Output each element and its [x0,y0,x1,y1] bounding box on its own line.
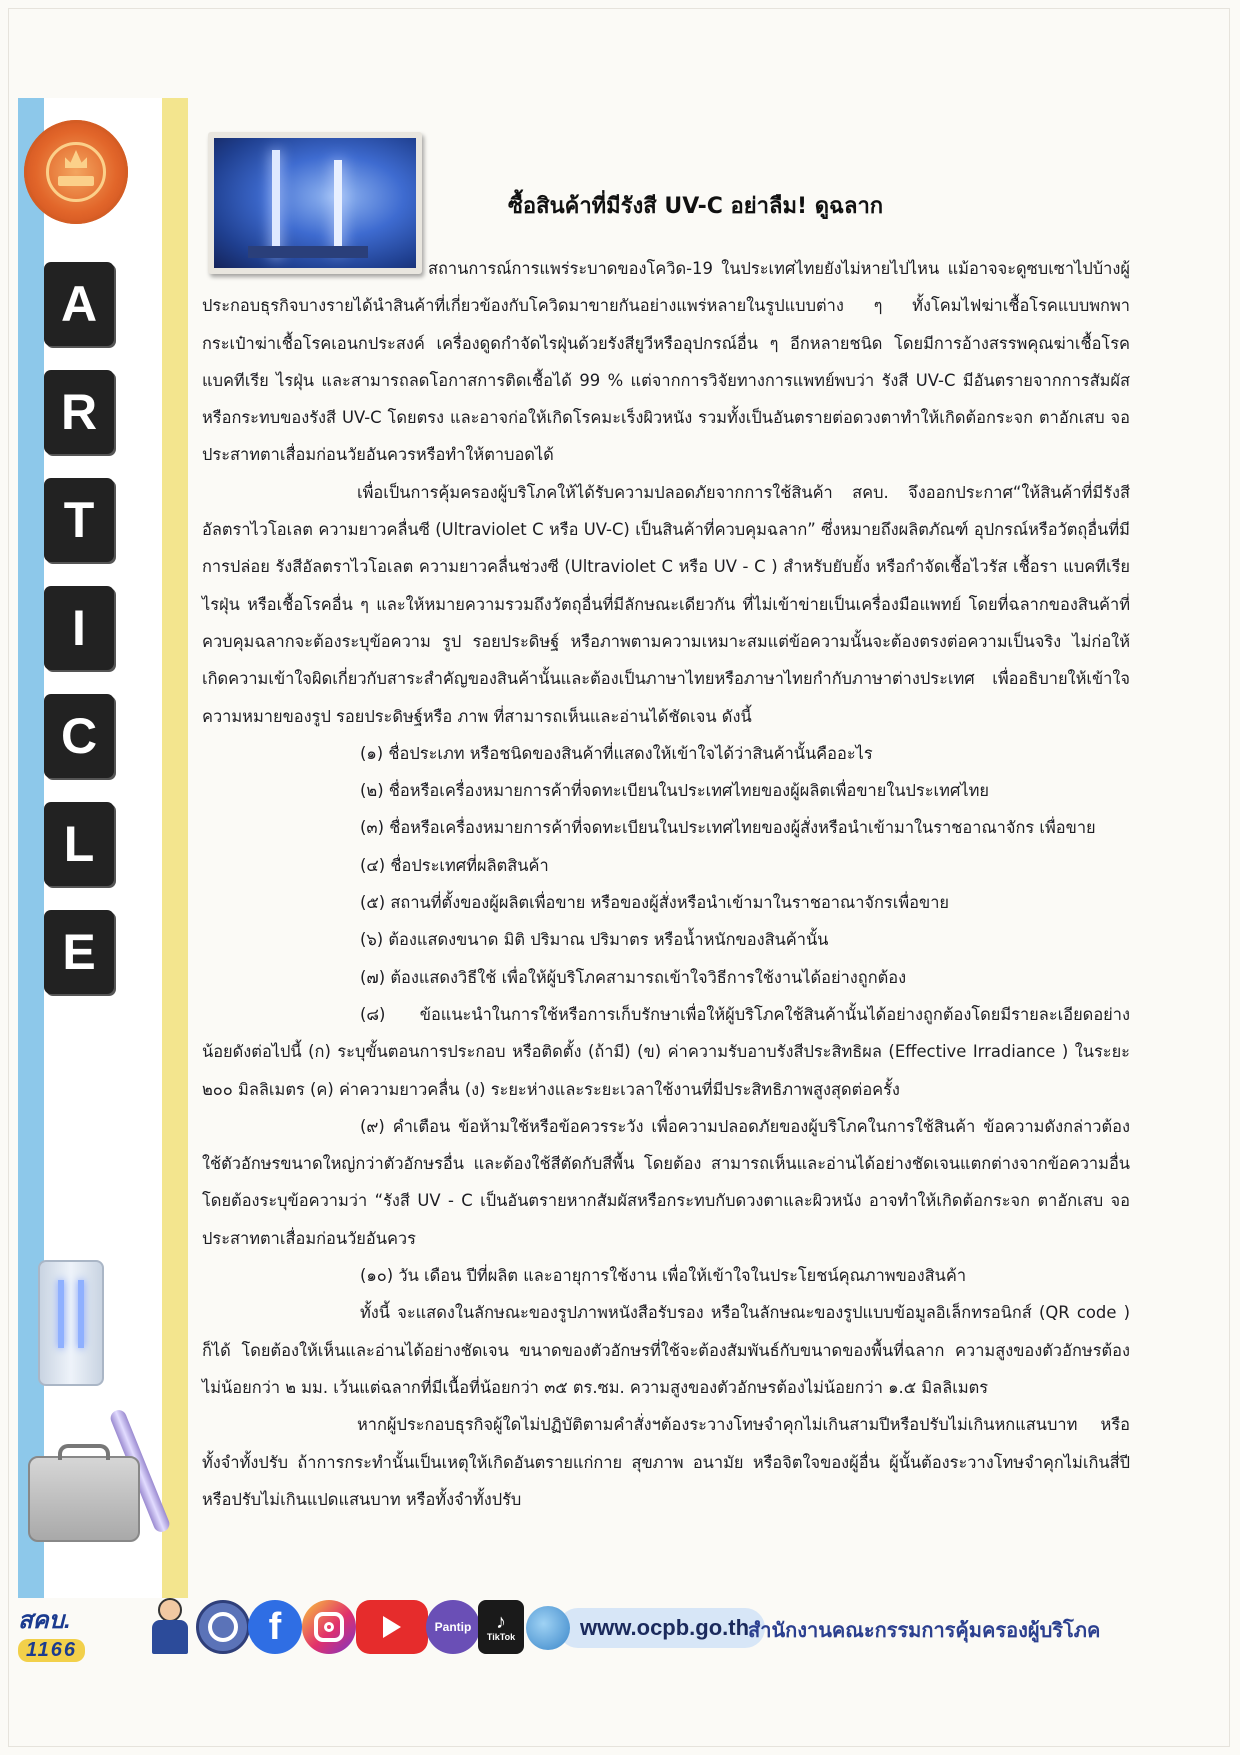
instagram-lens [324,1622,334,1632]
paragraph-penalty: หากผู้ประกอบธุรกิจผู้ใดไม่ปฏิบัติตามคำสั่งฯต้องระวางโทษจำคุกไม่เกินสามปีหรือปรับไม่เกินหกแสนบาท หรือทั้งจำทั้งปรับ ถ้าการกระทำนั้นเป็นเหตุให้เกิดอันตรายแก่กาย สุขภาพ อนามัย หรือจิตใจของผู้อื่น ผู้นั้นต้องระวางโทษจำคุกไม่เกินสี่ปี หรือปรับไม่เกินแปดแสนบาท หรือทั้งจำทั้งปรับ [202,1415,1130,1509]
article-letter-i: I [44,586,114,670]
instagram-icon[interactable] [302,1600,356,1654]
ocpb-ring [208,1612,238,1642]
agency-name: สำนักงานคณะกรรมการคุ้มครองผู้บริโภค [748,1618,1101,1642]
list-item: (๓) ชื่อหรือเครื่องหมายการค้าที่จดทะเบียนในประเทศไทยของผู้สั่งหรือนำเข้ามาในราชอาณาจักร เพื่อขาย [360,818,1096,838]
mascot-body [152,1620,188,1654]
hotline-name: สคบ. [18,1607,71,1634]
article-letter-l: L [44,802,114,886]
list-item: (๖) ต้องแสดงขนาด มิติ ปริมาณ ปริมาตร หรือน้ำหนักของสินค้านั้น [360,930,829,950]
play-triangle [383,1616,401,1638]
article-letter-e: E [44,910,114,994]
uv-lamp-photo-image [214,138,416,268]
globe-icon [526,1606,570,1650]
pantip-icon[interactable]: Pantip [426,1600,480,1654]
article-body [202,250,1130,1518]
instagram-camera [314,1612,344,1642]
paragraph-announcement: เพื่อเป็นการคุ้มครองผู้บริโภคให้ได้รับความปลอดภัยจากการใช้สินค้า สคบ. จึงออกประกาศ“ให้สินค้าที่มีรังสีอัลตราไวโอเลต ความยาวคลื่นซี (Ultraviolet C หรือ UV-C) เป็นสินค้าที่ควบคุมฉลาก” ซึ่งหมายถึงผลิตภัณฑ์ อุปกรณ์หรือวัตถุอื่นที่มีการปล่อย รังสีอัลตราไวโอเลต ความยาวคลื่นช่วงซี (Ultraviolet C หรือ UV - C ) สำหรับยับยั้ง หรือกำจัดเชื้อไวรัส เชื้อรา แบคทีเรีย ไรฝุ่น หรือเชื้อโรคอื่น ๆ และให้หมายความรวมถึงวัตถุอื่นที่มีลักษณะเดียวกัน ที่ไม่เข้าข่ายเป็นเครื่องมือแพทย์ โดยที่ฉลากของสินค้าที่ควบคุมฉลากจะต้องระบุข้อความ รูป รอยประดิษฐ์ หรือภาพตามความเหมาะสมแต่ข้อความนั้นจะต้องตรงต่อความเป็นจริง ไม่ก่อให้เกิดความเข้าใจผิดเกี่ยวกับสาระสำคัญของสินค้านั้นและต้องเป็นภาษาไทยหรือภาษาไทยกำกับภาษาต่างประเทศ เพื่ออธิบายให้เข้าใจความหมายของรูป รอยประดิษฐ์หรือ ภาพ ที่สามารถเห็นและอ่านได้ชัดเจน ดังนี้ [202,482,1130,726]
tiktok-label: TikTok [486,1632,516,1642]
website-link[interactable]: www.ocpb.go.th [558,1608,765,1648]
mascot-icon [148,1598,192,1656]
list-item: (๑๐) วัน เดือน ปีที่ผลิต และอายุการใช้งาน เพื่อให้เข้าใจในประโยชน์คุณภาพของสินค้า [360,1266,967,1286]
list-item: (๗) ต้องแสดงวิธีใช้ เพื่อให้ผู้บริโภคสามารถเข้าใจวิธีการใช้งานได้อย่างถูกต้อง [360,967,907,987]
hotline-logo [18,1600,136,1661]
seal-base [58,176,94,186]
seal-emblem-icon [24,120,128,224]
uv-tube [272,150,280,258]
youtube-icon[interactable] [356,1600,428,1654]
bag-handle [58,1444,110,1460]
article-letter-a: A [44,262,114,346]
list-item: (๕) สถานที่ตั้งของผู้ผลิตเพื่อขาย หรือของผู้สั่งหรือนำเข้ามาในราชอาณาจักรเพื่อขาย [360,893,949,913]
tiktok-note: ♪ [496,1611,506,1633]
uv-tube [58,1280,64,1348]
article-title: ซื้อสินค้าที่มีรังสี UV-C อย่าลืม! ดูฉลาก [508,194,884,219]
list-item: (๒) ชื่อหรือเครื่องหมายการค้าที่จดทะเบียนในประเทศไทยของผู้ผลิตเพื่อขายในประเทศไทย [360,781,990,801]
mascot-head [158,1598,182,1622]
side-stripe-yellow [162,98,188,1598]
article-letter-r: R [44,370,114,454]
list-item: (๔) ชื่อประเทศที่ผลิตสินค้า [360,855,549,875]
ocpb-icon[interactable] [196,1600,250,1654]
list-item: (๑) ชื่อประเภท หรือชนิดของสินค้าที่แสดงให้เข้าใจได้ว่าสินค้านั้นคืออะไร [360,743,873,763]
facebook-icon[interactable]: f [248,1600,302,1654]
paragraph-intro: สถานการณ์การแพร่ระบาดของโควิด-19 ในประเทศไทยยังไม่หายไปไหน แม้อาจจะดูซบเซาไปบ้างผู้ประกอบธุรกิจบางรายได้นำสินค้าที่เกี่ยวข้องกับโควิดมาขายกันอย่างแพร่หลายในรูปแบบต่าง ๆ ทั้งโคมไฟฆ่าเชื้อโรคแบบพกพา กระเป๋าฆ่าเชื้อโรคเอนกประสงค์ เครื่องดูดกำจัดไรฝุ่นด้วยรังสียูวีหรืออุปกรณ์อื่น ๆ อีกหลายชนิด โดยมีการอ้างสรรพคุณฆ่าเชื้อโรค แบคทีเรีย ไรฝุ่น และสามารถลดโอกาสการติดเชื้อได้ 99 % แต่จากการวิจัยทางการแพทย์พบว่า รังสี UV-C มีอันตรายจากการสัมผัสหรือกระทบของรังสี UV-C โดยตรง และอาจก่อให้เกิดโรคมะเร็งผิวหนัง รวมทั้งเป็นอันตรายต่อดวงตาทำให้เกิดต้อกระจก ตาอักเสบ จอประสาทตาเสื่อมก่อนวัยอันควรหรือทำให้ตาบอดได้ [202,259,1130,465]
hotline-number: 1166 [18,1639,85,1662]
paragraph-format: ทั้งนี้ จะแสดงในลักษณะของรูปภาพหนังสือรับรอง หรือในลักษณะของรูปแบบข้อมูลอิเล็กทรอนิกส์ (QR code ) ก็ได้ โดยต้องให้เห็นและอ่านได้อย่างชัดเจน ขนาดของตัวอักษรที่ใช้จะต้องสัมพันธ์กับขนาดของพื้นที่ฉลาก ความสูงของตัวอักษรต้องไม่น้อยกว่า ๒ มม. เว้นแต่ฉลากที่มีเนื้อที่น้อยกว่า ๓๕ ตร.ซม. ความสูงของตัวอักษรต้องไม่น้อยกว่า ๑.๕ มิลลิเมตร [202,1303,1130,1397]
article-letter-t: T [44,478,114,562]
footer-bar [18,1598,1208,1660]
tiktok-icon[interactable] [478,1600,524,1654]
article-letter-c: C [44,694,114,778]
uv-bag-product-image [28,1456,140,1542]
uv-tube [334,160,342,252]
uv-lamp-product-image [38,1260,104,1386]
uv-tube [78,1280,84,1348]
list-item: (๘) ข้อแนะนำในการใช้หรือการเก็บรักษาเพื่อให้ผู้บริโภคใช้สินค้านั้นได้อย่างถูกต้องโดยมีรายละเอียดอย่างน้อยดังต่อไปนี้ (ก) ระบุขั้นตอนการประกอบ หรือติดตั้ง (ถ้ามี) (ข) ค่าความรับอาบรังสีประสิทธิผล (Effective Irradiance ) ในระยะ ๒๐๐ มิลลิเมตร (ค) ค่าความยาวคลื่น (ง) ระยะห่างและระยะเวลาใช้งานที่มีประสิทธิภาพสูงสุดต่อครั้ง [202,1004,1130,1099]
list-item: (๙) คำเตือน ข้อห้ามใช้หรือข้อควรระวัง เพื่อความปลอดภัยของผู้บริโภคในการใช้สินค้า ข้อความดังกล่าวต้องใช้ตัวอักษรขนาดใหญ่กว่าตัวอักษรอื่น และต้องใช้สีตัดกับสีพื้น โดยต้อง สามารถเห็นและอ่านได้อย่างชัดเจนแตกต่างจากข้อความอื่น โดยต้องระบุข้อความว่า “รังสี UV - C เป็นอันตรายหากสัมผัสหรือกระทบกับดวงตาและผิวหนัง อาจทำให้เกิดต้อกระจก ตาอักเสบ จอประสาทตาเสื่อมก่อนวัยอันควร [202,1116,1130,1248]
